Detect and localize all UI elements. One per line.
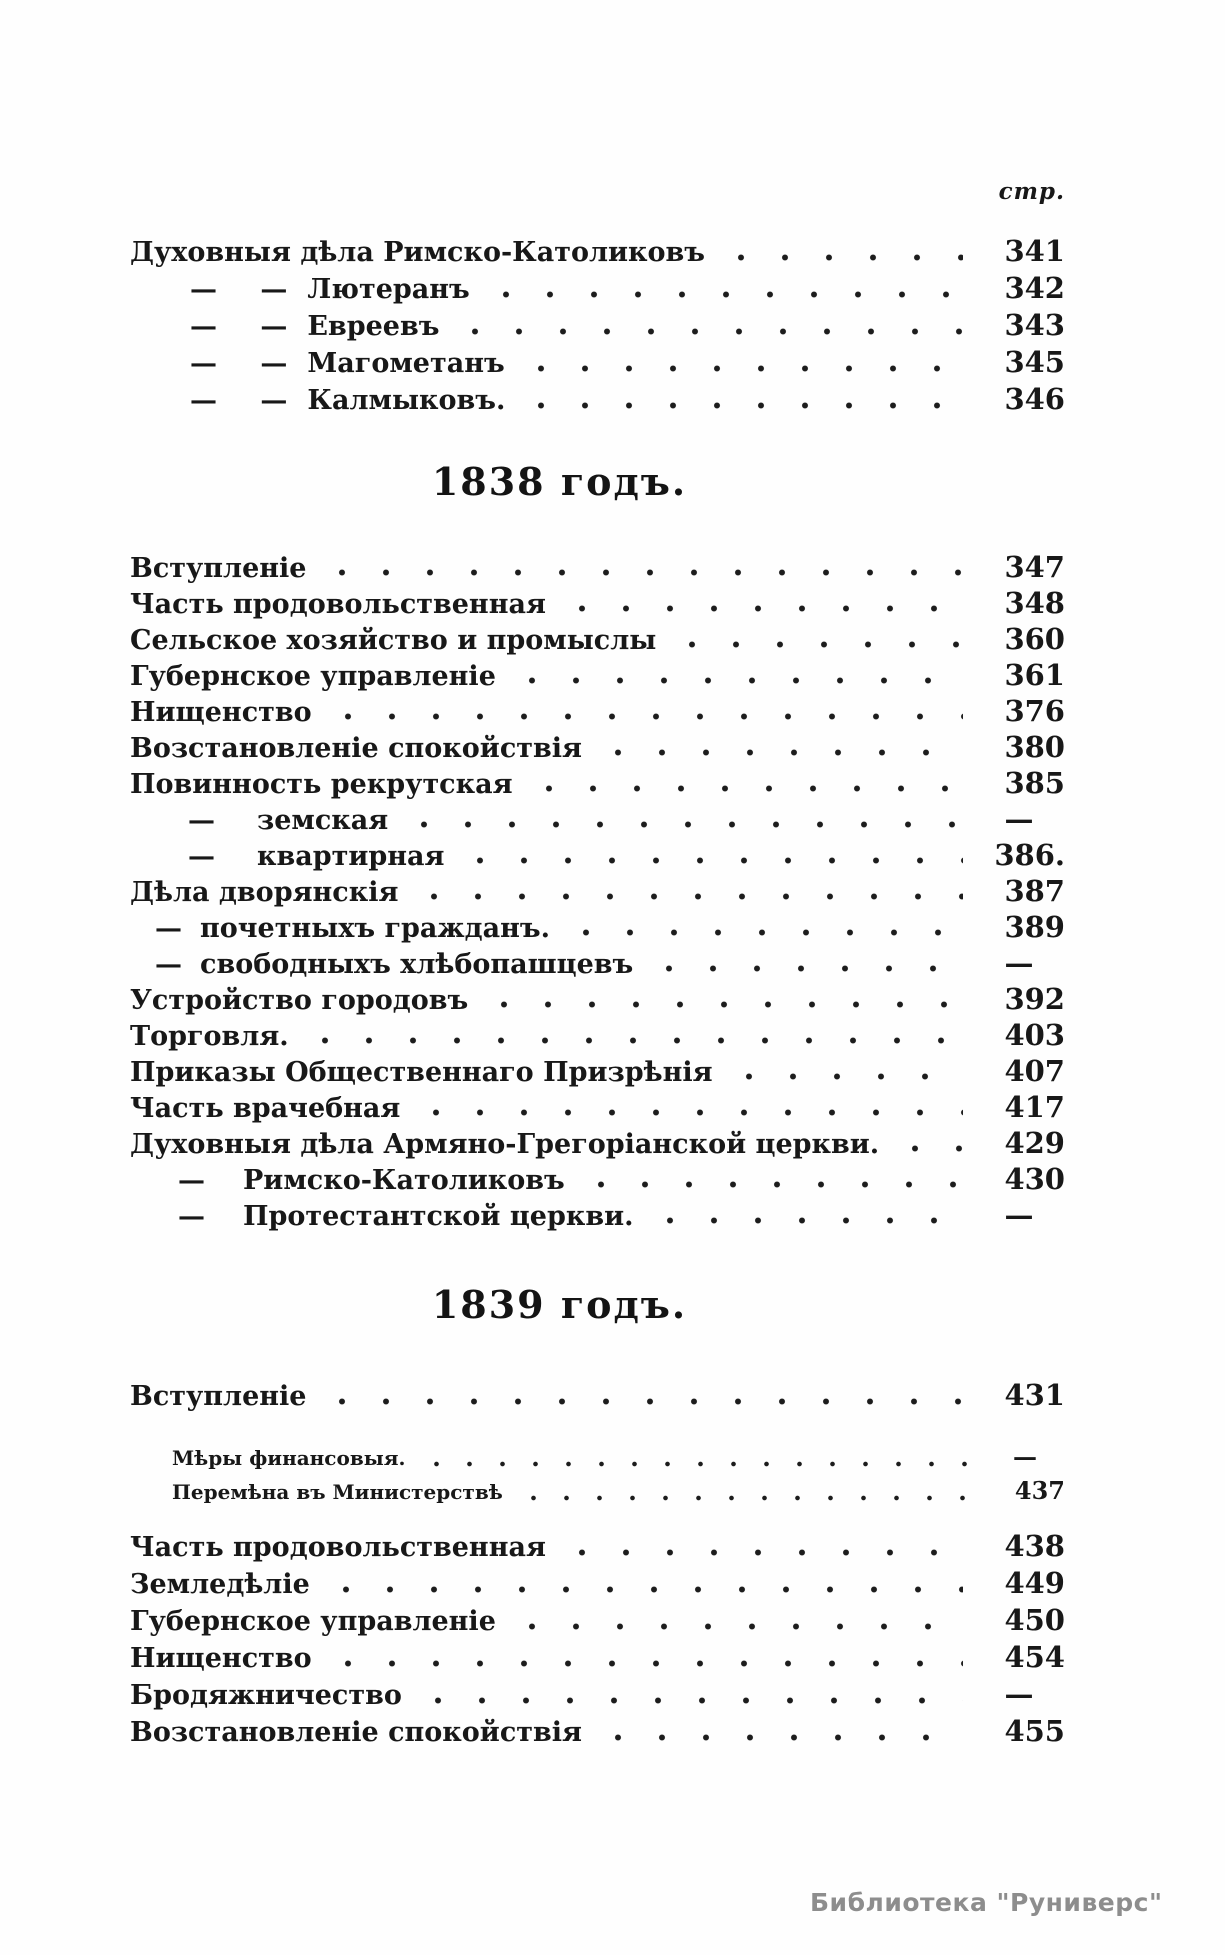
entry-label: Земледѣліе	[130, 1569, 310, 1600]
entry-page-number: 380	[1004, 730, 1065, 764]
runivers-library-watermark: Библиотека "Руниверс"	[810, 1888, 1163, 1917]
toc-entry	[130, 693, 1065, 729]
toc-entry	[130, 729, 1065, 765]
toc-entry	[130, 1053, 1065, 1089]
entry-page-number: 345	[1004, 345, 1065, 379]
dot-leader	[664, 641, 963, 648]
dot-leader	[504, 1623, 963, 1630]
dot-leader	[504, 677, 963, 684]
dot-leader	[573, 1181, 963, 1188]
dot-leader	[478, 291, 963, 298]
toc-entry	[130, 1528, 1065, 1565]
entry-page-number: —	[1004, 1198, 1034, 1232]
toc-entry	[130, 1017, 1065, 1053]
toc-entry	[130, 270, 1065, 307]
toc-entry	[130, 945, 1065, 981]
dot-leader	[713, 254, 963, 261]
entry-page-number: 347	[1004, 550, 1065, 584]
entry-label: Магометанъ	[307, 348, 505, 379]
entry-page-number: 346	[1004, 382, 1065, 416]
dot-leader	[641, 965, 963, 972]
entry-page-number: 342	[1004, 271, 1065, 305]
toc-entry	[130, 307, 1065, 344]
toc-entry	[130, 585, 1065, 621]
dot-leader	[406, 893, 963, 900]
entry-label: Губернское управленіе	[130, 1606, 496, 1637]
dot-leader	[452, 857, 963, 864]
entry-list	[130, 233, 1065, 418]
dot-leader	[476, 1001, 963, 1008]
toc-entry	[130, 1474, 1065, 1508]
entry-label: Духовныя дѣла Армяно-Грегоріанской церкви.	[130, 1129, 880, 1160]
entry-label: Устройство городовъ	[130, 985, 469, 1016]
entry-label: Вступленіе	[130, 1381, 307, 1412]
entry-label: Часть врачебная	[130, 1093, 401, 1124]
dot-leader	[320, 1660, 963, 1667]
ditto-dash: —	[178, 1165, 205, 1196]
entry-label: Мѣры финансовыя.	[172, 1446, 406, 1470]
entry-label: Сельское хозяйство и промыслы	[130, 625, 657, 656]
toc-entry	[130, 233, 1065, 270]
entry-list	[130, 549, 1065, 1233]
entry-page-number: 437	[1014, 1476, 1065, 1505]
entry-page-number: 376	[1004, 694, 1065, 728]
entry-label: Духовныя дѣла Римско-Католиковъ	[130, 237, 706, 268]
toc-entry	[130, 837, 1065, 873]
toc-entry	[130, 981, 1065, 1017]
page-column-header: стр.	[998, 178, 1065, 205]
dot-leader	[314, 1398, 963, 1405]
entry-page-number: 431	[1004, 1378, 1065, 1412]
entry-label: Губернское управленіе	[130, 661, 496, 692]
ditto-dash: — —	[190, 311, 288, 342]
dot-leader	[590, 749, 963, 756]
dot-leader	[554, 605, 963, 612]
dot-leader	[408, 1109, 963, 1116]
toc-section-1838	[130, 549, 1065, 1233]
entry-page-number: 407	[1004, 1054, 1065, 1088]
dot-leader	[721, 1073, 963, 1080]
entry-page-number: 450	[1004, 1603, 1065, 1637]
toc-entry	[130, 1197, 1065, 1233]
entry-label: Возстановленіе спокойствія	[130, 1717, 582, 1748]
entry-label: Приказы Общественнаго Призрѣнія	[130, 1057, 713, 1088]
entry-page-number: 389	[1004, 910, 1065, 944]
entry-page-number: 343	[1004, 308, 1065, 342]
entry-label: Возстановленіе спокойствія	[130, 733, 582, 764]
entry-page-number: 386.	[994, 838, 1065, 872]
toc-entry	[130, 801, 1065, 837]
toc-section-1839	[130, 1377, 1065, 1750]
toc-entry	[130, 621, 1065, 657]
entry-page-number: 360	[1004, 622, 1065, 656]
entry-label: Часть продовольственная	[130, 589, 546, 620]
dot-leader	[396, 821, 963, 828]
toc-entry	[130, 765, 1065, 801]
dot-leader	[887, 1145, 963, 1152]
dot-leader	[554, 1549, 963, 1556]
toc-entry	[130, 1602, 1065, 1639]
dot-leader	[642, 1217, 963, 1224]
entry-list	[130, 1377, 1065, 1750]
entry-label: Протестантской церкви.	[243, 1201, 634, 1232]
entry-page-number: 417	[1004, 1090, 1065, 1124]
dot-leader	[414, 1461, 975, 1467]
entry-label: Перемѣна въ Министерствѣ	[172, 1480, 503, 1504]
toc-entry	[130, 381, 1065, 418]
entry-page-number: 403	[1004, 1018, 1065, 1052]
dot-leader	[511, 1495, 975, 1501]
ditto-dash: — —	[190, 348, 288, 379]
toc-entry	[130, 1713, 1065, 1750]
ditto-dash: — —	[190, 385, 288, 416]
dot-leader	[513, 402, 963, 409]
entry-page-number: —	[1004, 1677, 1034, 1711]
entry-page-number: —	[1004, 802, 1034, 836]
entry-label: Бродяжничество	[130, 1680, 402, 1711]
toc-entry	[130, 1377, 1065, 1414]
dot-leader	[314, 569, 963, 576]
entry-page-number: 430	[1004, 1162, 1065, 1196]
toc-entry	[130, 873, 1065, 909]
year-heading-1839: 1839 годъ.	[431, 1282, 688, 1327]
entry-label: Повинность рекрутская	[130, 769, 513, 800]
entry-label: Торговля.	[130, 1021, 289, 1052]
entry-label: Дѣла дворянскія	[130, 877, 399, 908]
entry-page-number: 438	[1004, 1529, 1065, 1563]
dot-leader	[410, 1697, 963, 1704]
entry-page-number: 385	[1004, 766, 1065, 800]
toc-entry	[130, 549, 1065, 585]
entry-page-number: 455	[1004, 1714, 1065, 1748]
year-heading-1838: 1838 годъ.	[431, 459, 688, 504]
toc-entry	[130, 657, 1065, 693]
toc-entry	[130, 1161, 1065, 1197]
entry-page-number: —	[1013, 1442, 1037, 1471]
entry-label: Лютеранъ	[307, 274, 470, 305]
entry-label: квартирная	[257, 841, 445, 872]
entry-page-number: 454	[1004, 1640, 1065, 1674]
entry-label: Евреевъ	[307, 311, 440, 342]
ditto-dash: —	[178, 1201, 205, 1232]
entry-page-number: 429	[1004, 1126, 1065, 1160]
toc-entry	[130, 1440, 1065, 1474]
dot-leader	[521, 785, 963, 792]
ditto-dash: — —	[190, 274, 288, 305]
ditto-dash: —	[188, 841, 215, 872]
entry-page-number: —	[1004, 946, 1034, 980]
dot-leader	[590, 1734, 963, 1741]
entry-page-number: 449	[1004, 1566, 1065, 1600]
dot-leader	[318, 1586, 963, 1593]
entry-label: Нищенство	[130, 697, 312, 728]
entry-label: Нищенство	[130, 1643, 312, 1674]
entry-label: Калмыковъ.	[307, 385, 506, 416]
entry-page-number: 392	[1004, 982, 1065, 1016]
entry-label: Вступленіе	[130, 553, 307, 584]
entry-label: почетныхъ гражданъ.	[200, 913, 551, 944]
entry-page-number: 348	[1004, 586, 1065, 620]
toc-entry	[130, 1639, 1065, 1676]
dot-leader	[320, 713, 963, 720]
toc-entry	[130, 1676, 1065, 1713]
ditto-dash: —	[155, 949, 182, 980]
entry-page-number: 341	[1004, 234, 1065, 268]
dot-leader	[558, 929, 963, 936]
entry-label: свободныхъ хлѣбопашцевъ	[200, 949, 634, 980]
toc-entry	[130, 909, 1065, 945]
toc-entry	[130, 1089, 1065, 1125]
entry-label: Римско-Католиковъ	[243, 1165, 565, 1196]
dot-leader	[447, 328, 963, 335]
dot-leader	[513, 365, 963, 372]
toc-entry	[130, 344, 1065, 381]
entry-page-number: 387	[1004, 874, 1065, 908]
toc-section-pre-1838	[130, 233, 1065, 418]
dot-leader	[297, 1037, 963, 1044]
ditto-dash: —	[155, 913, 182, 944]
ditto-dash: —	[188, 805, 215, 836]
entry-label: Часть продовольственная	[130, 1532, 546, 1563]
toc-entry	[130, 1565, 1065, 1602]
toc-entry	[130, 1125, 1065, 1161]
entry-page-number: 361	[1004, 658, 1065, 692]
entry-label: земская	[257, 805, 389, 836]
